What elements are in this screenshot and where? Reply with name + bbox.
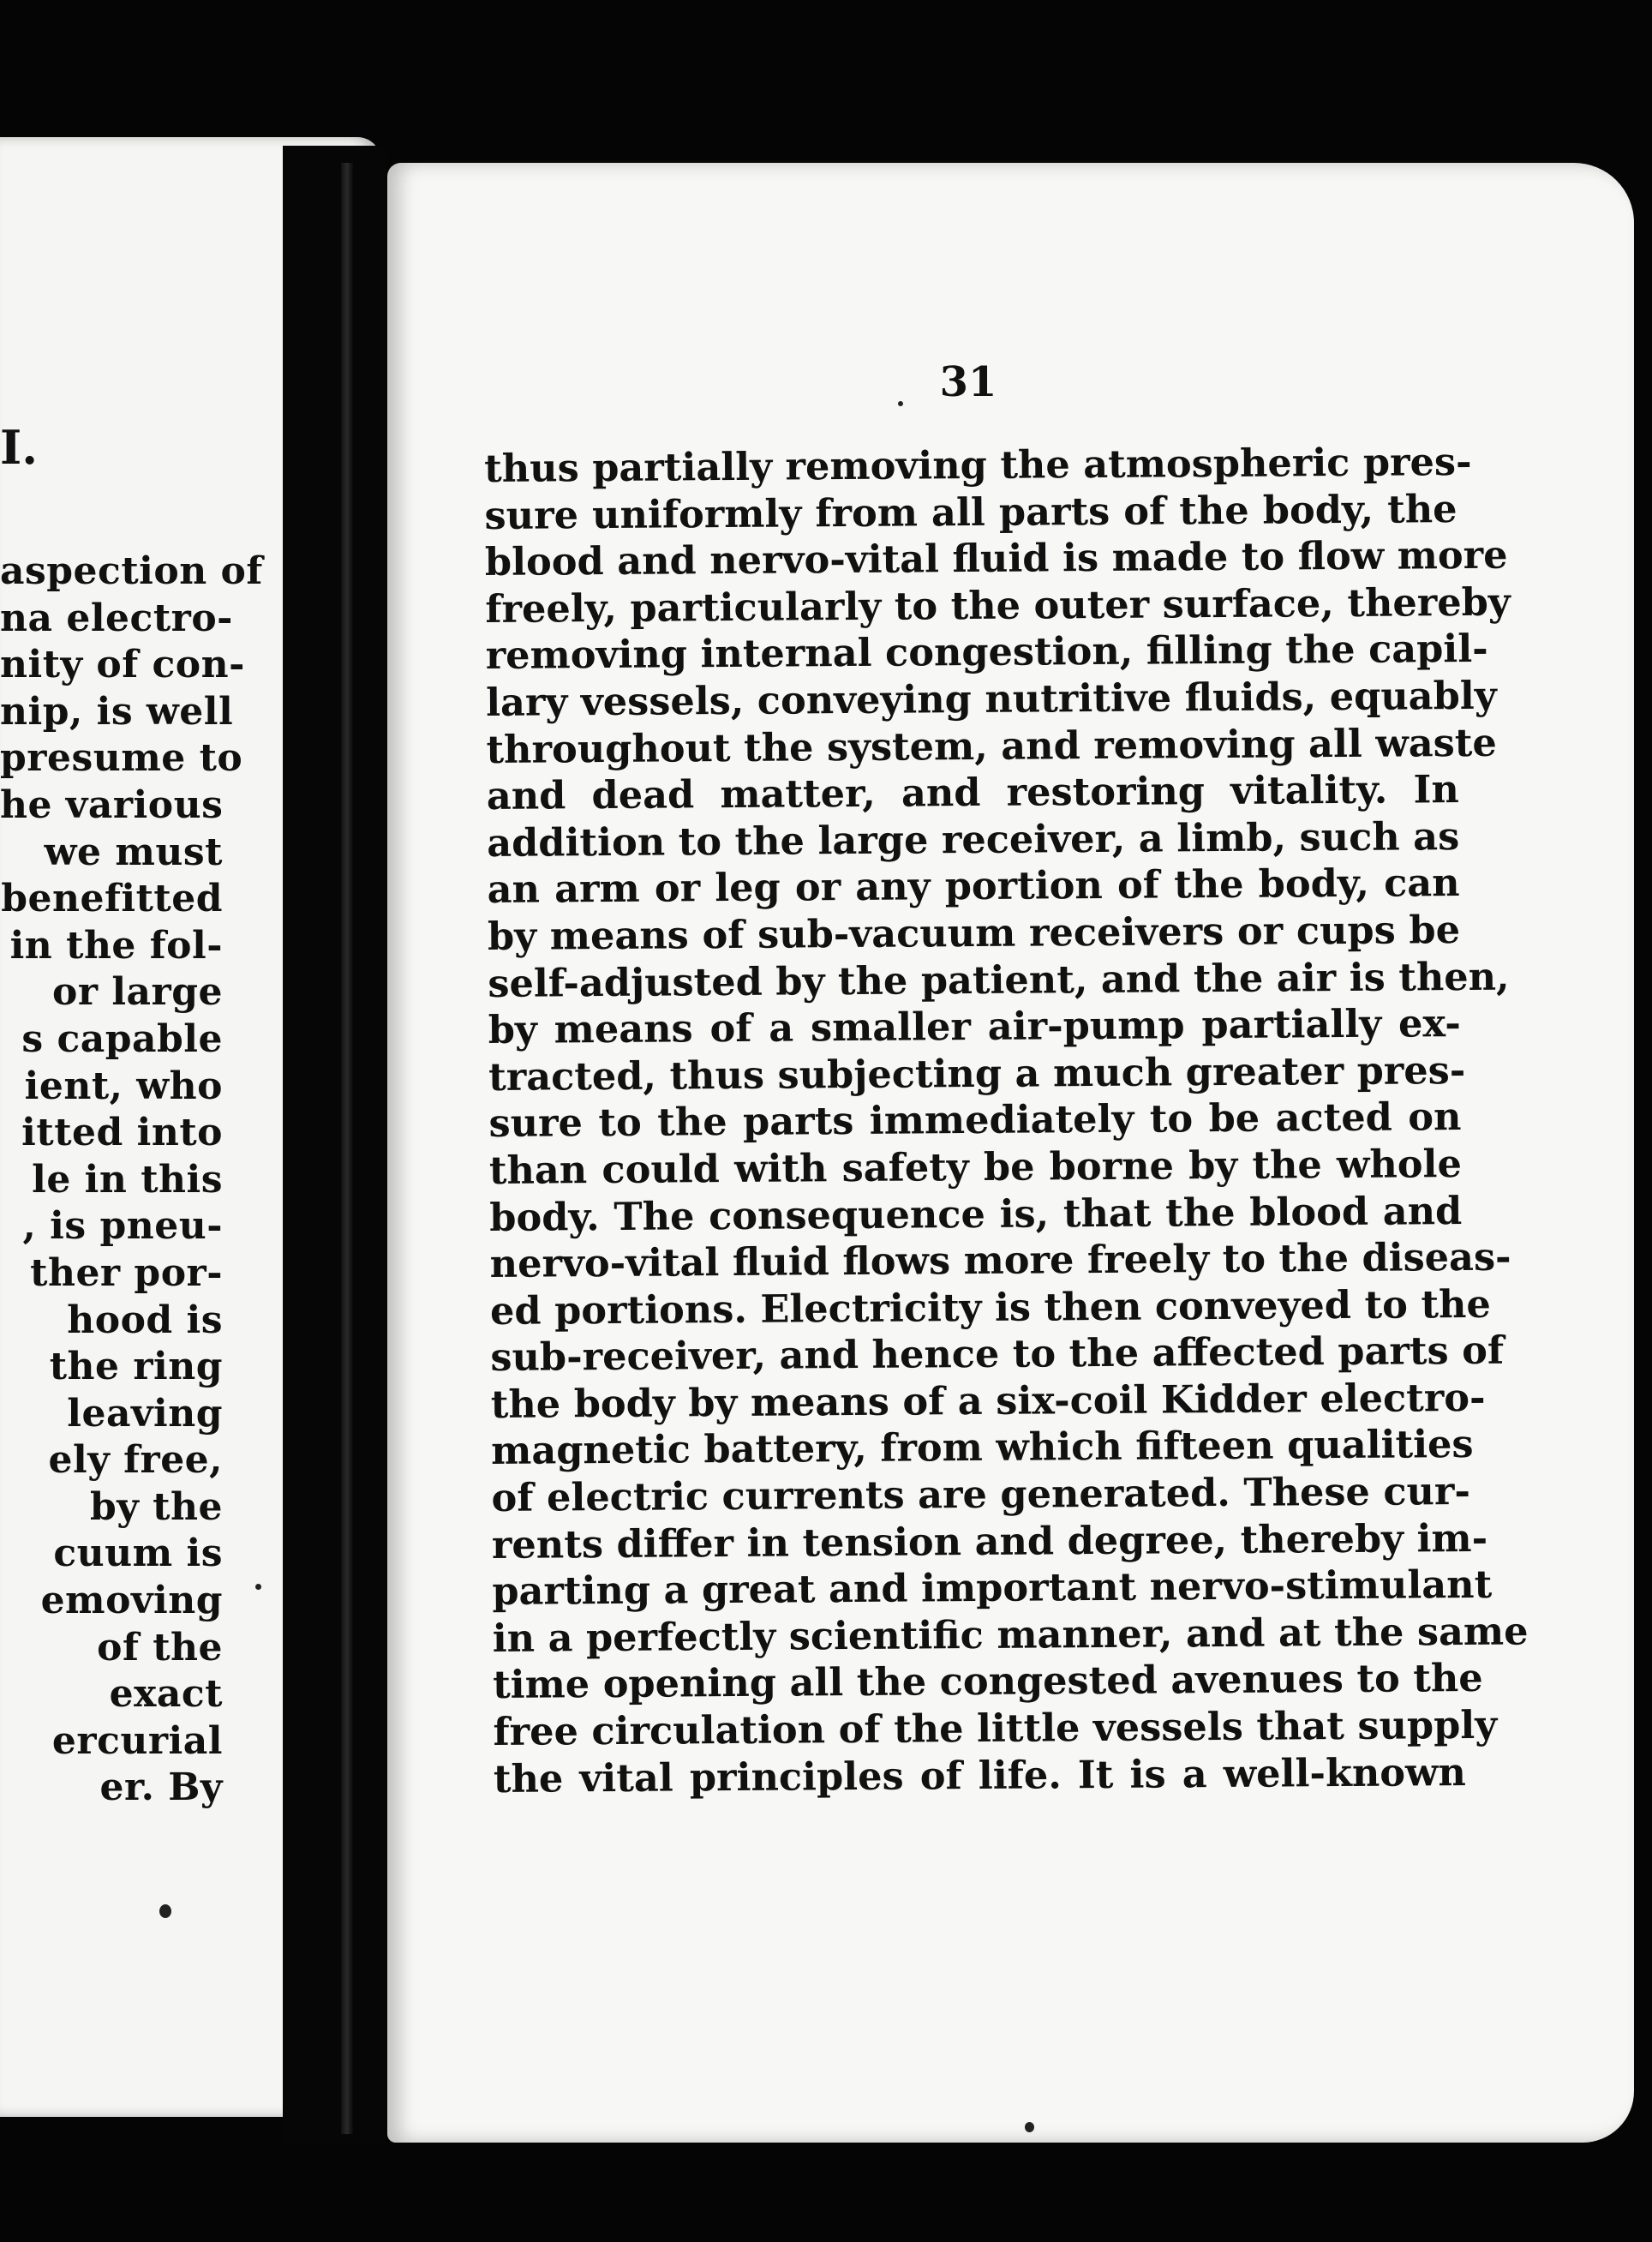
left-page-line: ercurial [51,1718,223,1763]
text-line: rents differ in tension and degree, thereby im- [491,1514,1488,1568]
text-line: sure uniformly from all parts of the body, the [484,485,1457,538]
left-page-line: we must [44,830,223,874]
text-line: addition to the large receiver, a limb, such as [487,812,1460,866]
text-line: throughout the system, and removing all waste [486,719,1497,772]
text-line: lary vessels, conveying nutritive fluids, equably [485,672,1497,725]
text-line: thus partially removing the atmospheric pres- [484,438,1472,491]
text-line: by means of sub-vacuum receivers or cups be [487,907,1461,959]
left-page-line: le in this [32,1157,223,1202]
left-page-line: ely free, [48,1438,223,1483]
text-line: blood and nervo-vital fluid is made to flow more [484,531,1508,585]
left-page-line: emoving [40,1579,223,1623]
text-line: removing internal congestion, filling the capil- [485,626,1488,679]
page-number: 31 [939,358,997,406]
text-line: free circulation of the little vessels that supply [493,1701,1498,1754]
left-page-line: nip, is well [0,689,234,734]
text-line: tracted, thus subjecting a much greater pres- [488,1046,1466,1100]
dust-speck [255,1584,261,1590]
left-page-line: na electro- [0,596,233,640]
left-page-line: by the [90,1484,223,1529]
text-line: than could with safety be borne by the whole [488,1140,1463,1193]
left-page-stub: I. [0,420,39,475]
text-line: and dead matter, and restoring vitality. In [486,766,1460,819]
text-line: self-adjusted by the patient, and the air is then, [488,953,1510,1006]
left-page-line: aspection of [0,549,263,593]
text-line: parting a great and important nervo-stimulant [492,1562,1493,1615]
book-spine [341,163,353,2134]
left-page-line: he various [0,782,224,827]
left-page-line: , is pneu- [22,1204,223,1249]
text-line: sure to the parts immediately to be acted on [488,1094,1462,1147]
text-line: body. The consequence is, that the blood and [489,1187,1463,1240]
left-page-line: of the [97,1625,223,1670]
text-line: the body by means of a six-coil Kidder electro- [490,1374,1486,1427]
left-page-line: benefitted [1,877,223,921]
left-page-line: cuum is [53,1532,223,1576]
left-page-line: the ring [49,1345,223,1389]
text-line: freely, particularly to the outer surface, thereby [485,578,1511,632]
dust-speck [159,1904,171,1918]
page-body-text [484,438,1529,1802]
text-line: magnetic battery, from which fifteen qualities [491,1421,1474,1474]
left-page-line: leaving [67,1391,223,1436]
left-page-line: nity of con- [0,643,245,687]
left-page-line: exact [109,1672,223,1717]
text-line: time opening all the congested avenues to the [492,1655,1483,1708]
left-page-text [0,549,263,1812]
left-page-line: or large [51,970,223,1015]
text-line: sub-receiver, and hence to the affected parts of [490,1327,1505,1381]
dust-speck [1025,2122,1034,2132]
left-page-line: ther por- [30,1250,223,1295]
text-line: by means of a smaller air-pump partially ex- [488,1000,1461,1053]
left-page-line: presume to [0,736,243,781]
left-page-line: s capable [21,1016,223,1061]
left-page-line: hood is [67,1298,223,1342]
left-page-line: in the fol- [9,923,223,968]
text-line: in a perfectly scientific manner, and at the same [492,1608,1529,1661]
text-line: nervo-vital fluid flows more freely to the diseas- [489,1233,1511,1287]
book-gutter [283,146,386,2143]
left-page-line: er. By [99,1765,223,1810]
text-line: an arm or leg or any portion of the body, can [487,860,1460,913]
text-line: ed portions. Electricity is then conveyed to the [489,1280,1491,1334]
text-line: of electric currents are generated. These cur- [491,1468,1471,1521]
dust-speck [898,401,903,406]
left-page-line: ient, who [24,1064,223,1108]
left-page-line: itted into [21,1111,223,1155]
text-line: the vital principles of life. It is a well-known [493,1748,1467,1801]
